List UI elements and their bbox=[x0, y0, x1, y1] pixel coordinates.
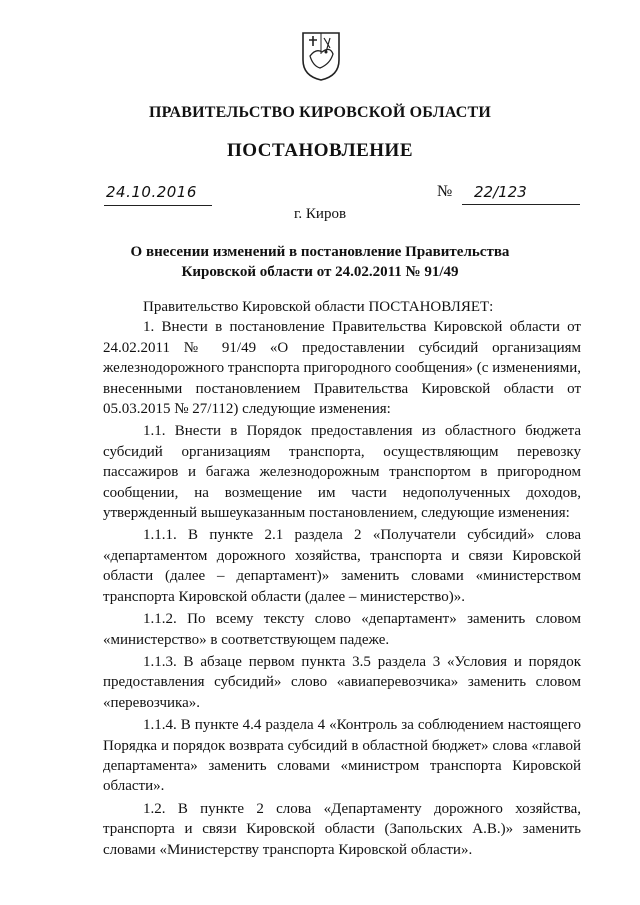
city: г. Киров bbox=[293, 206, 347, 222]
paragraph: 1.1.1. В пункте 2.1 раздела 2 «Получатели субсидий» слова «департаментом дорожного хозяйства, транспорта и связи Кировской области (далее – департамент)» заменить словами «министерством транспорта Кировской области (далее – министерство)». bbox=[103, 527, 581, 605]
document-type: ПОСТАНОВЛЕНИЕ bbox=[226, 140, 414, 161]
document-date: 24.10.2016 bbox=[104, 183, 212, 206]
paragraph: 1.1.3. В абзаце первом пункта 3.5 раздела 3 «Условия и порядок предоставления субсидий» слово «авиаперевозчика» заменить словом «перевозчика». bbox=[103, 653, 581, 711]
paragraph: 1.1.4. В пункте 4.4 раздела 4 «Контроль за соблюдением настоящего Порядка и порядок возврата субсидий в областной бюджет» слова «главой департамента» заменить словами «министром транспорта Кировской области». bbox=[103, 717, 581, 795]
paragraph: 1.1.2. По всему тексту слово «департамент» заменить словом «министерство» в соответствующем падеже. bbox=[103, 611, 581, 648]
document-body bbox=[103, 297, 581, 860]
organization-title: ПРАВИТЕЛЬСТВО КИРОВСКОЙ ОБЛАСТИ bbox=[148, 104, 492, 121]
document-number: 22/123 bbox=[462, 183, 580, 205]
paragraph: 1.1. Внести в Порядок предоставления из областного бюджета субсидий организациям транспорта, осуществляющим перевозку пассажиров и багажа железнодорожным транспортом в пригородном сообщении, на возмещение им части недополученных доходов, утвержденный вышеуказанным постановлением, следующие изменения: bbox=[103, 423, 581, 522]
subject-line-1: О внесении изменений в постановление Правительства bbox=[130, 244, 510, 260]
subject-line-2: Кировской области от 24.02.2011 № 91/49 bbox=[181, 264, 459, 280]
paragraph: 1. Внести в постановление Правительства Кировской области от 24.02.2011 № 91/49 «О предоставлении субсидий организациям железнодорожного транспорта пригородного сообщения» (с изменениями, внесенными постановлением Правительства Кировской области от 05.03.2015 № 27/112) следующие изменения: bbox=[103, 319, 581, 418]
document-subject bbox=[100, 242, 540, 282]
coat-of-arms-icon bbox=[300, 30, 342, 82]
number-label: № bbox=[437, 183, 453, 200]
paragraph: Правительство Кировской области ПОСТАНОВЛЯЕТ: bbox=[143, 299, 494, 315]
paragraph: 1.2. В пункте 2 слова «Департаменту дорожного хозяйства, транспорта и связи Кировской области (Запольских А.В.)» заменить словами «Министерству транспорта Кировской области». bbox=[103, 800, 581, 858]
